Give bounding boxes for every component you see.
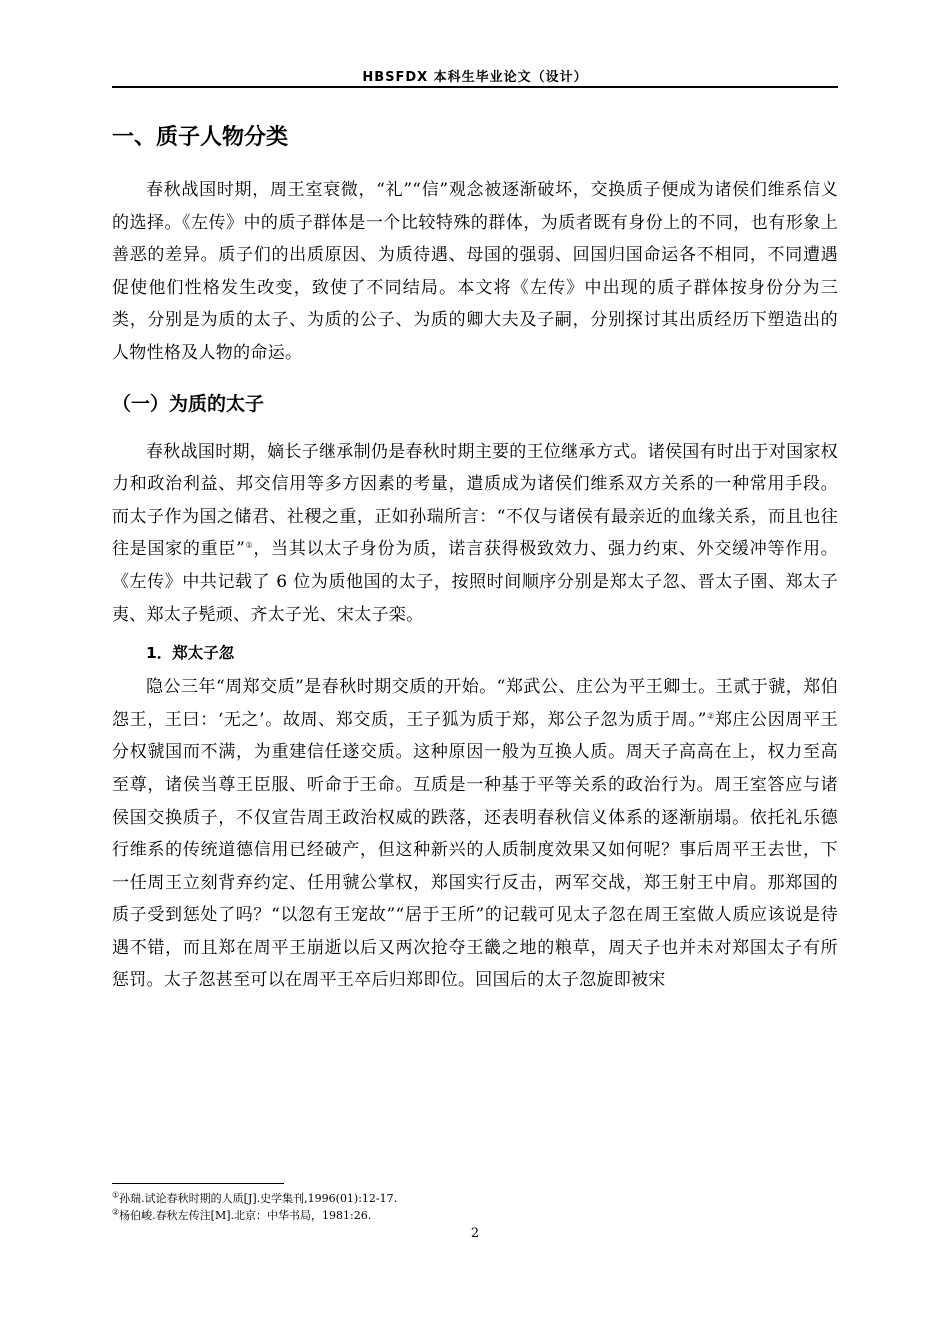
footnote-item: [112, 1190, 838, 1207]
section-1-paragraph: 春秋战国时期，周王室衰微，“礼”“信”观念被逐渐破坏，交换质子便成为诸侯们维系信义的选择。《左传》中的质子群体是一个比较特殊的群体，为质者既有身份上的不同，也有形象上善恶的差异。质子们的出质原因、为质待遇、母国的强弱、回国归国命运各不相同，不同遭遇促使他们性格发生改变，致使了不同结局。本文将《左传》中出现的质子群体按身份分为三类，分别是为质的太子、为质的公子、为质的卿大夫及子嗣，分别探讨其出质经历下塑造出的人物性格及人物的命运。: [112, 180, 838, 363]
paragraph-text: ，当其以太子身份为质，诺言获得极致效力、强力约束、外交缓冲等作用。《左传》中共记载了 6 位为质他国的太子，按照时间顺序分别是郑太子忽、晋太子圉、郑太子夷、郑太子髡顽、齐太子光、宋太子栾。: [112, 539, 838, 625]
footnote-item: [112, 1207, 838, 1224]
footnote-rule: [112, 1183, 284, 1184]
section-heading-1-1: （一）为质的太子: [112, 392, 265, 415]
section-heading-1: 一、质子人物分类: [112, 125, 289, 150]
header-rule: [112, 86, 838, 88]
document-body: [112, 110, 838, 997]
footnote-ref-2[interactable]: ②: [706, 711, 715, 721]
subsection-1-paragraph: [112, 671, 838, 997]
footnote-mark: ①: [112, 1190, 120, 1200]
spacer: [112, 370, 838, 380]
running-header: HBSFDX 本科生毕业论文（设计）: [362, 70, 588, 85]
footnote-ref-1[interactable]: ①: [245, 540, 254, 550]
page-number: 2: [470, 1226, 480, 1241]
footnotes: [112, 1190, 838, 1224]
footnote-text: 孙瑞.试论春秋时期的人质[J].史学集刊,1996(01):12-17.: [119, 1192, 398, 1205]
subsection-heading-1: 1．郑太子忽: [146, 644, 235, 663]
paragraph-text: 春秋战国时期，嫡长子继承制仍是春秋时期主要的王位继承方式。诸侯国有时出于对国家权力和政治利益、邦交信用等多方因素的考量，遣质成为诸侯们维系双方关系的一种常用手段。而太子作为国之储君、社稷之重，正如孙瑞所言：“不仅与诸侯有最亲近的血缘关系，而且也往往是国家的重臣”: [112, 441, 838, 560]
section-1-1-paragraph: [112, 436, 838, 632]
paragraph-text: 隐公三年“周郑交质”是春秋时期交质的开始。“郑武公、庄公为平王卿士。王贰于虢，郑伯怨王，王曰：‘无之’。故周、郑交质，王子狐为质于郑，郑公子忽为质于周。”: [112, 677, 838, 730]
footnote-mark: ②: [112, 1207, 120, 1217]
footnote-text: 杨伯峻.春秋左传注[M].北京：中华书局，1981:26.: [119, 1209, 372, 1222]
paragraph-text: 郑庄公因周平王分权虢国而不满，为重建信任遂交质。这种原因一般为互换人质。周天子高高在上，权力至高至尊，诸侯当尊王臣服、听命于王命。互质是一种基于平等关系的政治行为。周王室答应与诸侯国交换质子，不仅宣告周王政治权威的跌落，还表明春秋信义体系的逐渐崩塌。依托礼乐德行维系的传统道德信用已经破产，但这种新兴的人质制度效果又如何呢？事后周平王去世，下一任周王立刻背弃约定、任用虢公掌权，郑国实行反击，两军交战，郑王射王中肩。那郑国的质子受到惩处了吗？“以忽有王宠故”“居于王所”的记载可见太子忽在周王室做人质应该说是待遇不错，而且郑在周平王崩逝以后又两次抢夺王畿之地的粮草，周天子也并未对郑国太子有所惩罚。太子忽甚至可以在周平王卒后归郑即位。回国后的太子忽旋即被宋: [112, 709, 838, 991]
